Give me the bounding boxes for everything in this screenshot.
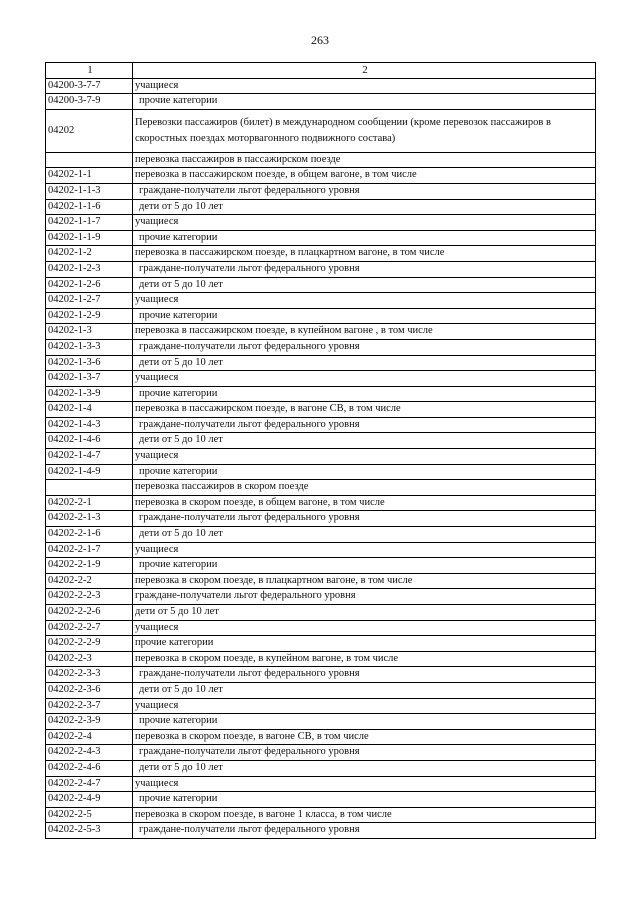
row-description: прочие категории <box>133 464 596 480</box>
table-row <box>46 745 596 761</box>
table-row <box>46 760 596 776</box>
row-code: 04202-1-3-6 <box>46 355 133 371</box>
row-code: 04202-2-1-6 <box>46 527 133 543</box>
row-description: перевозка в скором поезде, в купейном вагоне, в том числе <box>133 651 596 667</box>
row-code: 04200-3-7-7 <box>46 78 133 94</box>
row-code: 04202-2-5-3 <box>46 823 133 839</box>
row-description: учащиеся <box>133 293 596 309</box>
column-header-1: 1 <box>46 63 133 79</box>
table-row <box>46 199 596 215</box>
table-row <box>46 464 596 480</box>
row-description: граждане-получатели льгот федерального уровня <box>133 745 596 761</box>
row-code: 04202-1-3-9 <box>46 386 133 402</box>
row-code: 04202-2-1 <box>46 495 133 511</box>
classification-table <box>45 62 596 839</box>
row-code: 04202-1-4 <box>46 402 133 418</box>
table-header-row <box>46 63 596 79</box>
row-code: 04202-2-4 <box>46 729 133 745</box>
row-description: учащиеся <box>133 215 596 231</box>
row-code <box>46 152 133 168</box>
table-row <box>46 355 596 371</box>
row-code: 04202-1-1-6 <box>46 199 133 215</box>
table-row <box>46 371 596 387</box>
table-row <box>46 78 596 94</box>
row-description: дети от 5 до 10 лет <box>133 277 596 293</box>
table-row <box>46 776 596 792</box>
table-row <box>46 792 596 808</box>
table-row <box>46 183 596 199</box>
row-description: дети от 5 до 10 лет <box>133 527 596 543</box>
table-row <box>46 636 596 652</box>
row-code: 04202-2-3-3 <box>46 667 133 683</box>
row-code: 04202-2-3 <box>46 651 133 667</box>
table-row <box>46 308 596 324</box>
row-code: 04202-1-1 <box>46 168 133 184</box>
row-description: перевозка в скором поезде, в плацкартном вагоне, в том числе <box>133 573 596 589</box>
column-header-2: 2 <box>133 63 596 79</box>
row-description: учащиеся <box>133 698 596 714</box>
row-description: граждане-получатели льгот федерального уровня <box>133 667 596 683</box>
table-row <box>46 324 596 340</box>
table-row <box>46 94 596 110</box>
row-code: 04202-2-2-7 <box>46 620 133 636</box>
row-description: прочие категории <box>133 230 596 246</box>
row-description: граждане-получатели льгот федерального уровня <box>133 417 596 433</box>
row-description: прочие категории <box>133 94 596 110</box>
row-description: перевозка пассажиров в пассажирском поезде <box>133 152 596 168</box>
row-description: учащиеся <box>133 776 596 792</box>
row-description: дети от 5 до 10 лет <box>133 682 596 698</box>
table-row <box>46 527 596 543</box>
row-description: граждане-получатели льгот федерального уровня <box>133 823 596 839</box>
row-description: прочие категории <box>133 386 596 402</box>
row-code: 04202-1-2-9 <box>46 308 133 324</box>
row-code: 04202-1-1-7 <box>46 215 133 231</box>
table-row <box>46 215 596 231</box>
row-description: учащиеся <box>133 371 596 387</box>
table-row <box>46 230 596 246</box>
row-code: 04202-1-3-3 <box>46 339 133 355</box>
row-code: 04202-1-4-9 <box>46 464 133 480</box>
row-description: перевозка в пассажирском поезде, в плацкартном вагоне, в том числе <box>133 246 596 262</box>
table-row <box>46 246 596 262</box>
row-description: дети от 5 до 10 лет <box>133 199 596 215</box>
row-code: 04202-2-2-3 <box>46 589 133 605</box>
table-row <box>46 109 596 152</box>
row-description: граждане-получатели льгот федерального уровня <box>133 511 596 527</box>
row-code: 04202-1-2-7 <box>46 293 133 309</box>
row-description: граждане-получатели льгот федерального уровня <box>133 261 596 277</box>
table-row <box>46 480 596 496</box>
row-description: прочие категории <box>133 558 596 574</box>
table-row <box>46 433 596 449</box>
row-code: 04202-1-1-9 <box>46 230 133 246</box>
table-row <box>46 698 596 714</box>
row-description: граждане-получатели льгот федерального уровня <box>133 589 596 605</box>
row-code: 04202-2-1-9 <box>46 558 133 574</box>
row-code: 04202-2-2-6 <box>46 605 133 621</box>
row-description: прочие категории <box>133 714 596 730</box>
table-row <box>46 261 596 277</box>
row-code: 04202-2-4-7 <box>46 776 133 792</box>
row-code <box>46 480 133 496</box>
table-row <box>46 823 596 839</box>
table-row <box>46 620 596 636</box>
row-description: перевозка в скором поезде, в вагоне 1 класса, в том числе <box>133 807 596 823</box>
table-row <box>46 277 596 293</box>
table-row <box>46 168 596 184</box>
table-row <box>46 417 596 433</box>
row-description: прочие категории <box>133 792 596 808</box>
row-code: 04202-1-1-3 <box>46 183 133 199</box>
table-row <box>46 293 596 309</box>
table-body <box>46 78 596 838</box>
row-description: Перевозки пассажиров (билет) в международном сообщении (кроме перевозок пассажиров в скоростных поездах моторвагонного подвижного состава) <box>133 109 596 152</box>
row-code: 04202-1-4-7 <box>46 449 133 465</box>
row-description: перевозка в скором поезде, в вагоне СВ, в том числе <box>133 729 596 745</box>
row-description: перевозка в пассажирском поезде, в купейном вагоне , в том числе <box>133 324 596 340</box>
row-code: 04202-2-4-6 <box>46 760 133 776</box>
row-description: перевозка пассажиров в скором поезде <box>133 480 596 496</box>
table-row <box>46 729 596 745</box>
row-description: учащиеся <box>133 78 596 94</box>
row-code: 04202-1-2-3 <box>46 261 133 277</box>
table-row <box>46 511 596 527</box>
row-code: 04200-3-7-9 <box>46 94 133 110</box>
row-description: прочие категории <box>133 308 596 324</box>
row-code: 04202-1-2-6 <box>46 277 133 293</box>
table-row <box>46 589 596 605</box>
row-description: дети от 5 до 10 лет <box>133 433 596 449</box>
row-code: 04202-2-1-3 <box>46 511 133 527</box>
table-row <box>46 402 596 418</box>
table-row <box>46 542 596 558</box>
row-code: 04202-2-3-7 <box>46 698 133 714</box>
page-number: 263 <box>311 33 329 47</box>
row-code: 04202-1-3-7 <box>46 371 133 387</box>
table-row <box>46 495 596 511</box>
row-code: 04202-1-4-3 <box>46 417 133 433</box>
table-row <box>46 573 596 589</box>
row-code: 04202-1-3 <box>46 324 133 340</box>
row-code: 04202-1-4-6 <box>46 433 133 449</box>
row-code: 04202-2-4-9 <box>46 792 133 808</box>
row-code: 04202-2-4-3 <box>46 745 133 761</box>
row-code: 04202-2-5 <box>46 807 133 823</box>
row-code: 04202-2-3-9 <box>46 714 133 730</box>
table-row <box>46 449 596 465</box>
row-code: 04202-2-3-6 <box>46 682 133 698</box>
row-description: дети от 5 до 10 лет <box>133 355 596 371</box>
table-row <box>46 714 596 730</box>
table-row <box>46 667 596 683</box>
row-code: 04202-2-1-7 <box>46 542 133 558</box>
row-description: учащиеся <box>133 620 596 636</box>
row-code: 04202-2-2-9 <box>46 636 133 652</box>
row-description: дети от 5 до 10 лет <box>133 760 596 776</box>
table-row <box>46 152 596 168</box>
row-description: перевозка в скором поезде, в общем вагоне, в том числе <box>133 495 596 511</box>
table-row <box>46 651 596 667</box>
table-row <box>46 807 596 823</box>
row-description: прочие категории <box>133 636 596 652</box>
row-description: граждане-получатели льгот федерального уровня <box>133 339 596 355</box>
row-description: учащиеся <box>133 542 596 558</box>
table-row <box>46 339 596 355</box>
row-code: 04202 <box>46 109 133 152</box>
row-description: дети от 5 до 10 лет <box>133 605 596 621</box>
row-code: 04202-2-2 <box>46 573 133 589</box>
table-row <box>46 682 596 698</box>
row-description: граждане-получатели льгот федерального уровня <box>133 183 596 199</box>
row-description: перевозка в пассажирском поезде, в общем вагоне, в том числе <box>133 168 596 184</box>
row-description: учащиеся <box>133 449 596 465</box>
table-row <box>46 386 596 402</box>
table-row <box>46 558 596 574</box>
row-description: перевозка в пассажирском поезде, в вагоне СВ, в том числе <box>133 402 596 418</box>
row-code: 04202-1-2 <box>46 246 133 262</box>
table-row <box>46 605 596 621</box>
